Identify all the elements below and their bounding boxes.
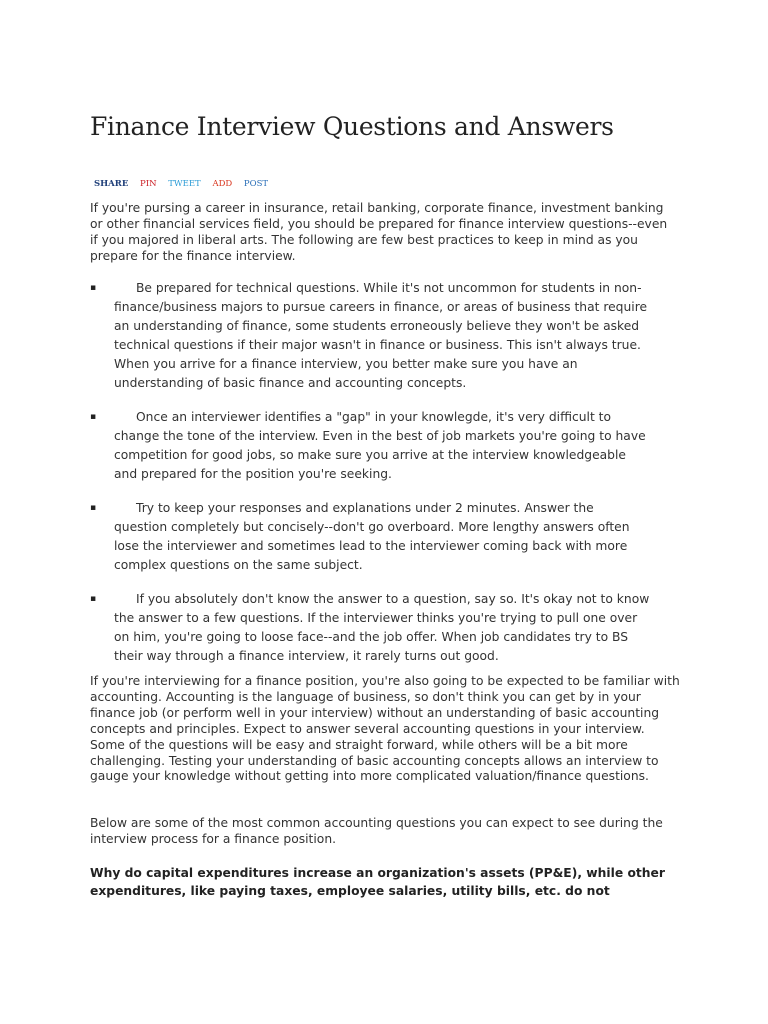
question-heading: Why do capital expenditures increase an organization's assets (PP&E), while other expenditures, like paying taxes, employee salaries, utility bills, etc. do not [90, 866, 665, 898]
list-item-text: Be prepared for technical questions. While it's not uncommon for students in non-finance/business majors to pursue careers in finance, or areas of business that require an understanding of finance, some students erroneously believe they won't be asked technical questions if their major wasn't in finance or business. This isn't always true. When you arrive for a finance interview, you better make sure you have an understanding of basic finance and accounting concepts. [114, 281, 648, 390]
accounting-paragraph: If you're interviewing for a finance position, you're also going to be expected to be familiar with accounting. Accounting is the language of business, so don't think you can get by in your finance job (or perform well in your interview) without an understanding of basic accounting concepts and principles. Expect to answer several accounting questions in your interview. Some of the questions will be easy and straight forward, while others will be a bit more challenging. Testing your understanding of basic accounting concepts allows an interview to gauge your knowledge without getting into more complicated valuation/finance questions. [90, 674, 680, 784]
intro-paragraph: If you're pursing a career in insurance, retail banking, corporate finance, investment banking or other financial services field, you should be prepared for finance interview questions--even if you majored in liberal arts. The following are few best practices to keep in mind as you prepare for the finance interview. [90, 201, 668, 263]
list-item [90, 279, 650, 393]
share-button[interactable]: SHARE [94, 179, 129, 189]
list-item-text: Try to keep your responses and explanations under 2 minutes. Answer the question completely but concisely--don't go overboard. More lengthy answers often lose the interviewer and sometimes lead to the interviewer coming back with more complex questions on the same subject. [114, 501, 630, 572]
bullet-icon: ▪ [90, 283, 97, 293]
bullet-icon: ▪ [90, 594, 97, 604]
page-title: Finance Interview Questions and Answers [90, 112, 614, 141]
list-item-text: Once an interviewer identifies a "gap" in your knowlegde, it's very difficult to change the tone of the interview. Even in the best of job markets you're going to have competition for good jobs, so make sure you arrive at the interview knowledgeable and prepared for the position you're seeking. [114, 410, 646, 481]
bullet-icon: ▪ [90, 412, 97, 422]
bullet-icon: ▪ [90, 503, 97, 513]
post-button[interactable]: POST [243, 179, 269, 189]
tips-list [90, 279, 650, 666]
list-item [90, 408, 650, 484]
list-item-text: If you absolutely don't know the answer to a question, say so. It's okay not to know the answer to a few questions. If the interviewer thinks you're trying to pull one over on him, you're going to loose face--and the job offer. When job candidates try to BS their way through a finance interview, it rarely turns out good. [114, 592, 650, 663]
questions-intro-paragraph: Below are some of the most common accounting questions you can expect to see during the interview process for a finance position. [90, 816, 663, 846]
pin-button[interactable]: PIN [140, 179, 157, 189]
tweet-button[interactable]: TWEET [168, 179, 201, 189]
list-item [90, 499, 650, 575]
share-bar [94, 179, 277, 189]
list-item [90, 590, 650, 666]
add-button[interactable]: ADD [212, 179, 233, 189]
